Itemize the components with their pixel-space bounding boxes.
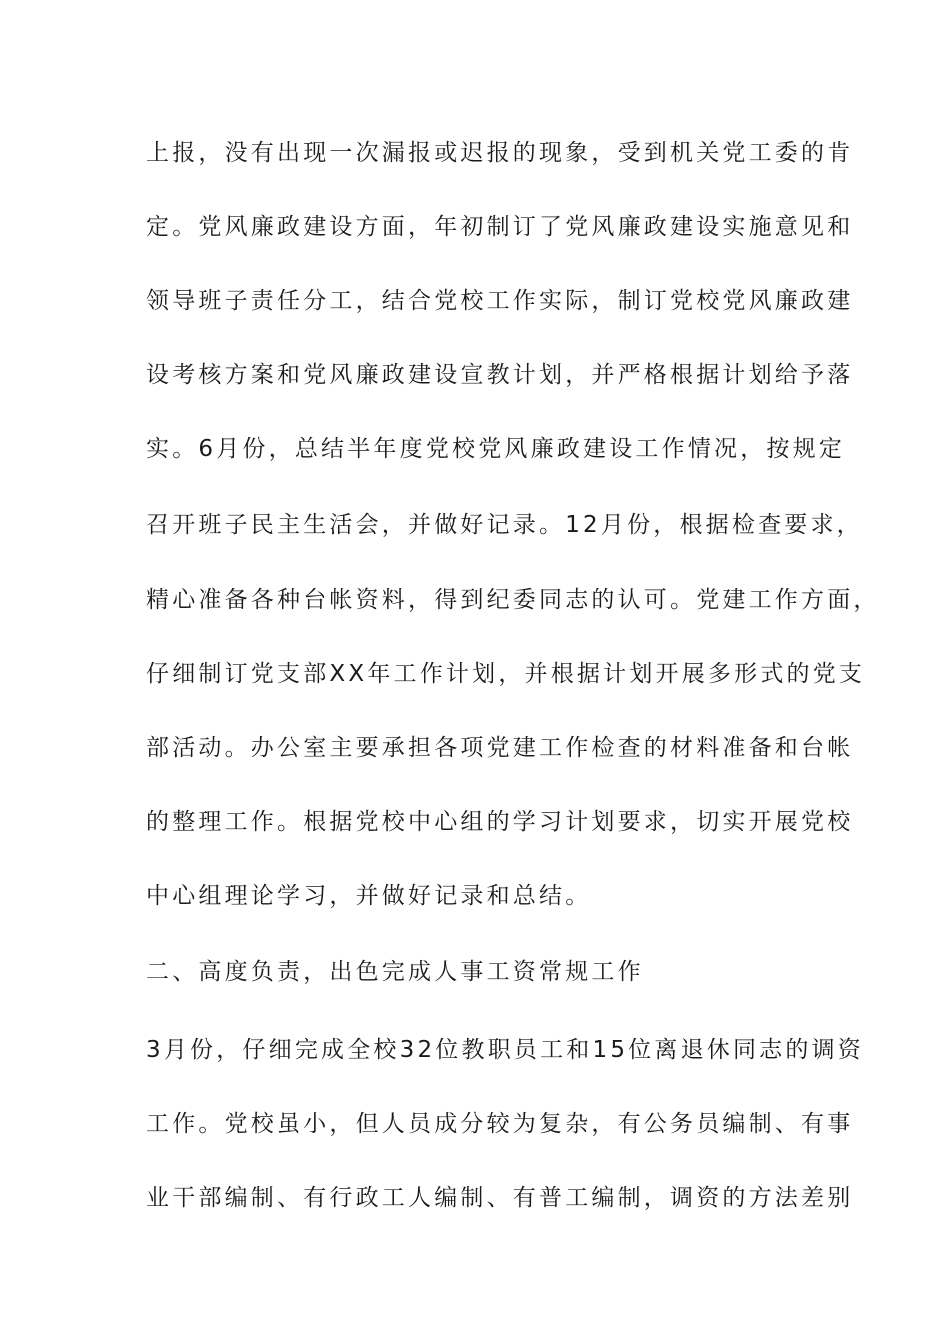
text-line: 上报，没有出现一次漏报或迟报的现象，受到机关党工委的肯 [146, 140, 854, 166]
section-heading: 二、高度负责，出色完成人事工资常规工作 [146, 959, 644, 985]
text-line: 仔细制订党支部XX年工作计划，并根据计划开展多形式的党支 [146, 661, 866, 687]
text-line: 中心组理论学习，并做好记录和总结。 [146, 883, 592, 909]
text-line: 定。党风廉政建设方面，年初制订了党风廉政建设实施意见和 [146, 214, 854, 240]
text-line: 业干部编制、有行政工人编制、有普工编制，调资的方法差别 [146, 1185, 854, 1211]
text-line: 部活动。办公室主要承担各项党建工作检查的材料准备和台帐 [146, 735, 854, 761]
text-line: 实。6月份，总结半年度党校党风廉政建设工作情况，按规定 [146, 436, 846, 462]
text-line: 精心准备各种台帐资料，得到纪委同志的认可。党建工作方面， [146, 587, 880, 613]
text-line: 工作。党校虽小，但人员成分较为复杂，有公务员编制、有事 [146, 1111, 854, 1137]
text-line: 设考核方案和党风廉政建设宣教计划，并严格根据计划给予落 [146, 362, 854, 388]
text-line: 3月份，仔细完成全校32位教职员工和15位离退休同志的调资 [146, 1037, 864, 1063]
text-line: 领导班子责任分工，结合党校工作实际，制订党校党风廉政建 [146, 288, 854, 314]
text-line: 召开班子民主生活会，并做好记录。12月份，根据检查要求， [146, 512, 863, 538]
text-line: 的整理工作。根据党校中心组的学习计划要求，切实开展党校 [146, 809, 854, 835]
